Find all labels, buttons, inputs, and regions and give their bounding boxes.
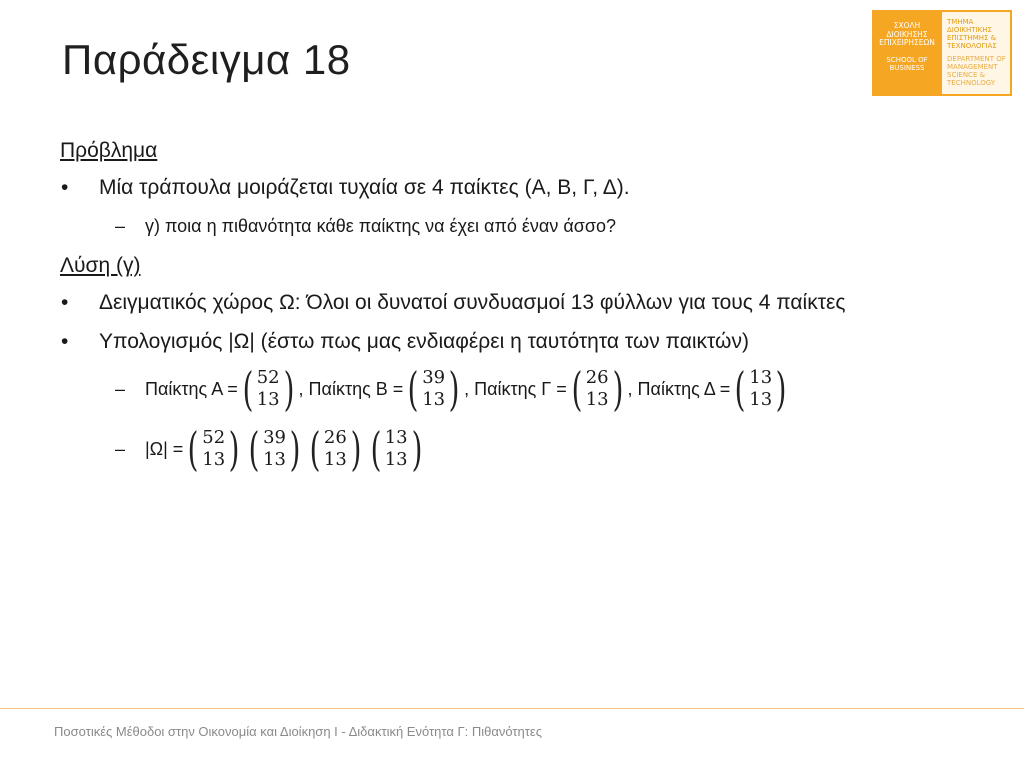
count-bullet — [60, 327, 960, 356]
binomial-bottom: 13 — [384, 449, 408, 470]
binomial-bottom: 13 — [202, 449, 226, 470]
binomial-1: ( 52 13 ) — [187, 422, 240, 476]
school-logo — [872, 10, 1014, 96]
problem-bullet — [60, 173, 960, 202]
binomial-top: 52 — [256, 367, 280, 388]
problem-bullet-text: Μία τράπουλα μοιράζεται τυχαία σε 4 παίκτες (Α, Β, Γ, Δ). — [99, 176, 630, 199]
binomial-player-c: ( 26 13 ) — [571, 362, 623, 416]
binomial-3: ( 26 13 ) — [309, 422, 362, 476]
omega-label: |Ω| = — [145, 438, 184, 459]
binomial-player-b: ( 39 13 ) — [407, 362, 460, 416]
binomial-bottom: 13 — [749, 389, 773, 410]
logo-department-english: DEPARTMENT OF MANAGEMENT SCIENCE & TECHNOLOGY — [947, 55, 1006, 87]
binomial-4: ( 13 13 ) — [370, 422, 422, 476]
binomial-player-d: ( 13 13 ) — [734, 362, 787, 416]
player-a-label: Παίκτης Α = — [145, 378, 238, 399]
dash-mark: – — [115, 216, 126, 236]
problem-subitem-text: γ) ποια η πιθανότητα κάθε παίκτης να έχει από έναν άσσο? — [145, 216, 616, 236]
players-formula-line — [115, 362, 960, 416]
problem-heading: Πρόβλημα — [60, 139, 158, 162]
binomial-top: 26 — [585, 367, 609, 388]
binomial-bottom: 13 — [585, 389, 609, 410]
logo-department-panel — [942, 10, 1012, 96]
binomial-top: 39 — [263, 427, 286, 448]
logo-department-text: ΤΜΗΜΑ ΔΙΟΙΚΗΤΙΚΗΣ ΕΠΙΣΤΗΜΗΣ & ΤΕΧΝΟΛΟΓΙΑΣ — [947, 18, 997, 50]
problem-subitem — [115, 212, 960, 241]
binomial-top: 39 — [422, 367, 446, 388]
bullet-mark: • — [61, 330, 69, 353]
player-b-label: , Παίκτης Β = — [298, 378, 404, 399]
binomial-top: 13 — [749, 367, 773, 388]
bullet-mark: • — [61, 176, 69, 199]
omega-formula-line — [115, 422, 960, 476]
player-d-label: , Παίκτης Δ = — [627, 378, 731, 399]
logo-school-text: ΣΧΟΛΗ ΔΙΟΙΚΗΣΗΣ ΕΠΙΧΕΙΡΗΣΕΩΝ — [879, 21, 935, 47]
binomial-top: 13 — [384, 427, 408, 448]
logo-school-english: SCHOOL OF BUSINESS — [886, 55, 928, 72]
slide-footer: Ποσοτικές Μέθοδοι στην Οικονομία και Διοίκηση Ι - Διδακτική Ενότητα Γ: Πιθανότητες — [54, 724, 542, 739]
sample-space-bullet — [60, 288, 960, 317]
binomial-bottom: 13 — [323, 449, 347, 470]
dash-mark: – — [115, 438, 126, 459]
player-c-label: , Παίκτης Γ = — [464, 378, 567, 399]
dash-mark: – — [115, 378, 126, 399]
slide-content — [60, 136, 960, 486]
binomial-top: 26 — [323, 427, 347, 448]
binomial-2: ( 39 13 ) — [248, 422, 301, 476]
binomial-player-a: ( 52 13 ) — [242, 362, 294, 416]
footer-divider — [0, 708, 1024, 709]
logo-school-panel — [872, 10, 942, 96]
sample-space-text: Δειγματικός χώρος Ω: Όλοι οι δυνατοί συνδυασμοί 13 φύλλων για τους 4 παίκτες — [99, 291, 846, 314]
solution-heading: Λύση (γ) — [60, 254, 141, 277]
binomial-bottom: 13 — [256, 389, 280, 410]
count-text: Υπολογισμός |Ω| (έστω πως μας ενδιαφέρει η ταυτότητα των παικτών) — [99, 330, 749, 353]
binomial-top: 52 — [202, 427, 226, 448]
slide-title: Παράδειγμα 18 — [62, 36, 351, 83]
binomial-bottom: 13 — [263, 449, 286, 470]
binomial-bottom: 13 — [422, 389, 446, 410]
bullet-mark: • — [61, 291, 69, 314]
